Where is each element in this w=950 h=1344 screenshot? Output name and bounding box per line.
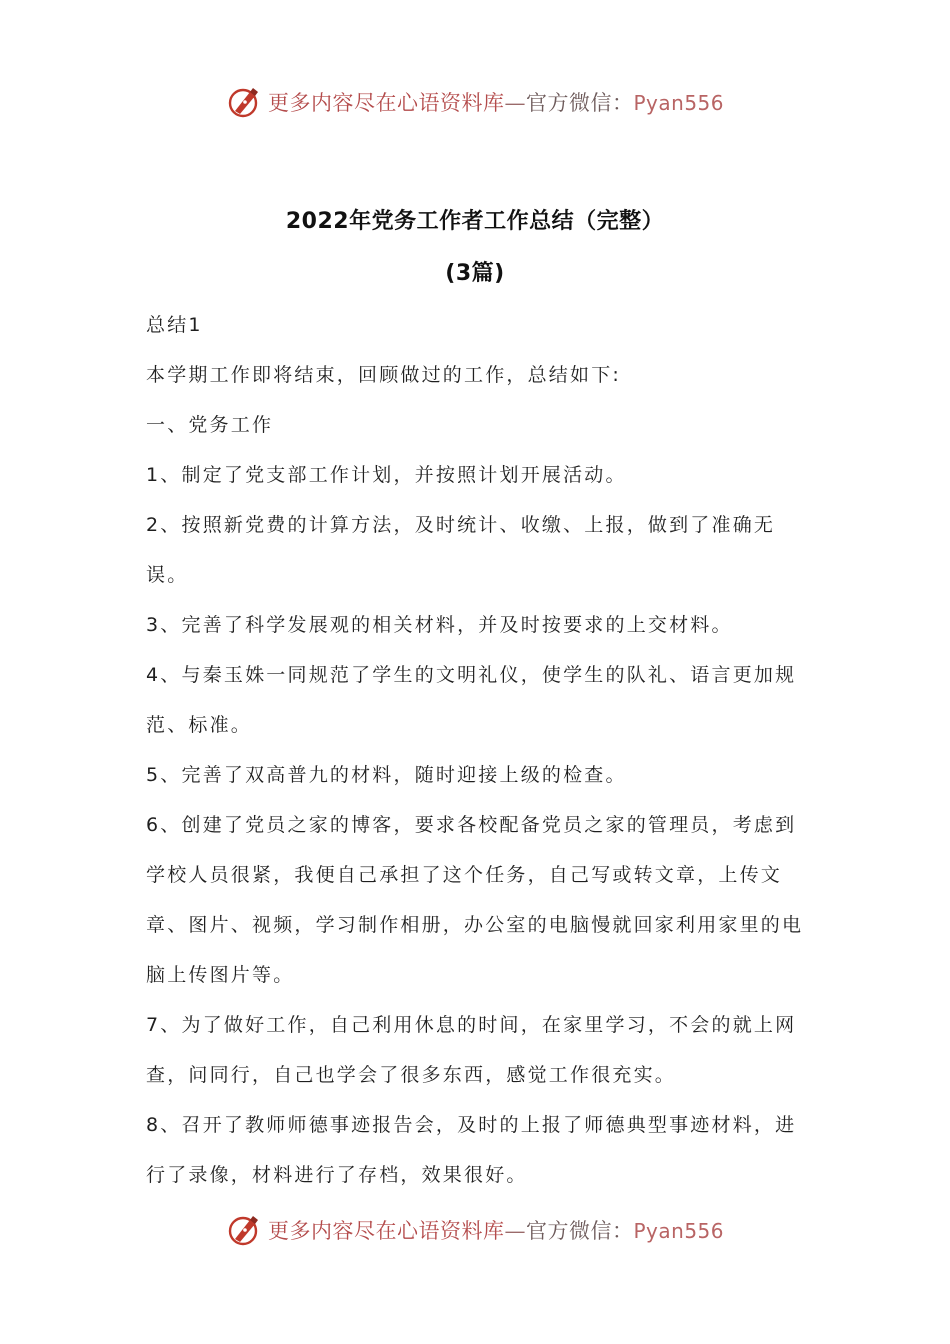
header-promo xyxy=(268,87,724,117)
footer-dash: — xyxy=(504,1219,526,1243)
document-title: 2022年党务工作者工作总结（完整） xyxy=(285,209,665,234)
subsection-heading: 一、党务工作 xyxy=(146,414,274,436)
footer-banner[interactable] xyxy=(0,1208,950,1252)
list-item: 2、按照新党费的计算方法，及时统计、收缴、上报，做到了准确无误。 xyxy=(146,514,776,586)
list-item: 8、召开了教师师德事迹报告会，及时的上报了师德典型事迹材料，进行了录像，材料进行了存档，效果很好。 xyxy=(146,1114,797,1186)
pen-nib-circle-icon xyxy=(226,1212,262,1248)
footer-wechat-account: Pyan556 xyxy=(633,1219,724,1243)
footer-promo xyxy=(268,1215,724,1245)
list-item: 5、完善了双高普九的材料，随时迎接上级的检查。 xyxy=(146,764,627,786)
list-item: 4、与秦玉姝一同规范了学生的文明礼仪，使学生的队礼、语言更加规范、标准。 xyxy=(146,664,797,736)
list-item: 7、为了做好工作，自己利用休息的时间，在家里学习，不会的就上网查，问同行，自己也学会了很多东西，感觉工作很充实。 xyxy=(146,1014,797,1086)
header-banner[interactable] xyxy=(0,80,950,124)
header-wechat-account: Pyan556 xyxy=(633,91,724,115)
header-dash: — xyxy=(504,91,526,115)
list-item: 6、创建了党员之家的博客，要求各校配备党员之家的管理员，考虑到学校人员很紧，我便自己承担了这个任务，自己写或转文章，上传文章、图片、视频，学习制作相册，办公室的电脑慢就回家利用家里的电脑上传图片等。 xyxy=(146,814,804,986)
intro-paragraph: 本学期工作即将结束，回顾做过的工作，总结如下: xyxy=(146,364,622,386)
list-item: 3、完善了科学发展观的相关材料，并及时按要求的上交材料。 xyxy=(146,614,733,636)
header-official-label: 官方微信： xyxy=(525,91,634,115)
pen-nib-circle-icon xyxy=(226,84,262,120)
document-subtitle: (3篇) xyxy=(445,261,505,286)
footer-promo-text: 更多内容尽在心语资料库 xyxy=(267,1219,505,1243)
footer-official-label: 官方微信： xyxy=(525,1219,634,1243)
list-item: 1、制定了党支部工作计划，并按照计划开展活动。 xyxy=(146,464,627,486)
header-promo-text: 更多内容尽在心语资料库 xyxy=(267,91,505,115)
section-heading: 总结1 xyxy=(146,314,203,336)
document-body xyxy=(146,300,810,1200)
